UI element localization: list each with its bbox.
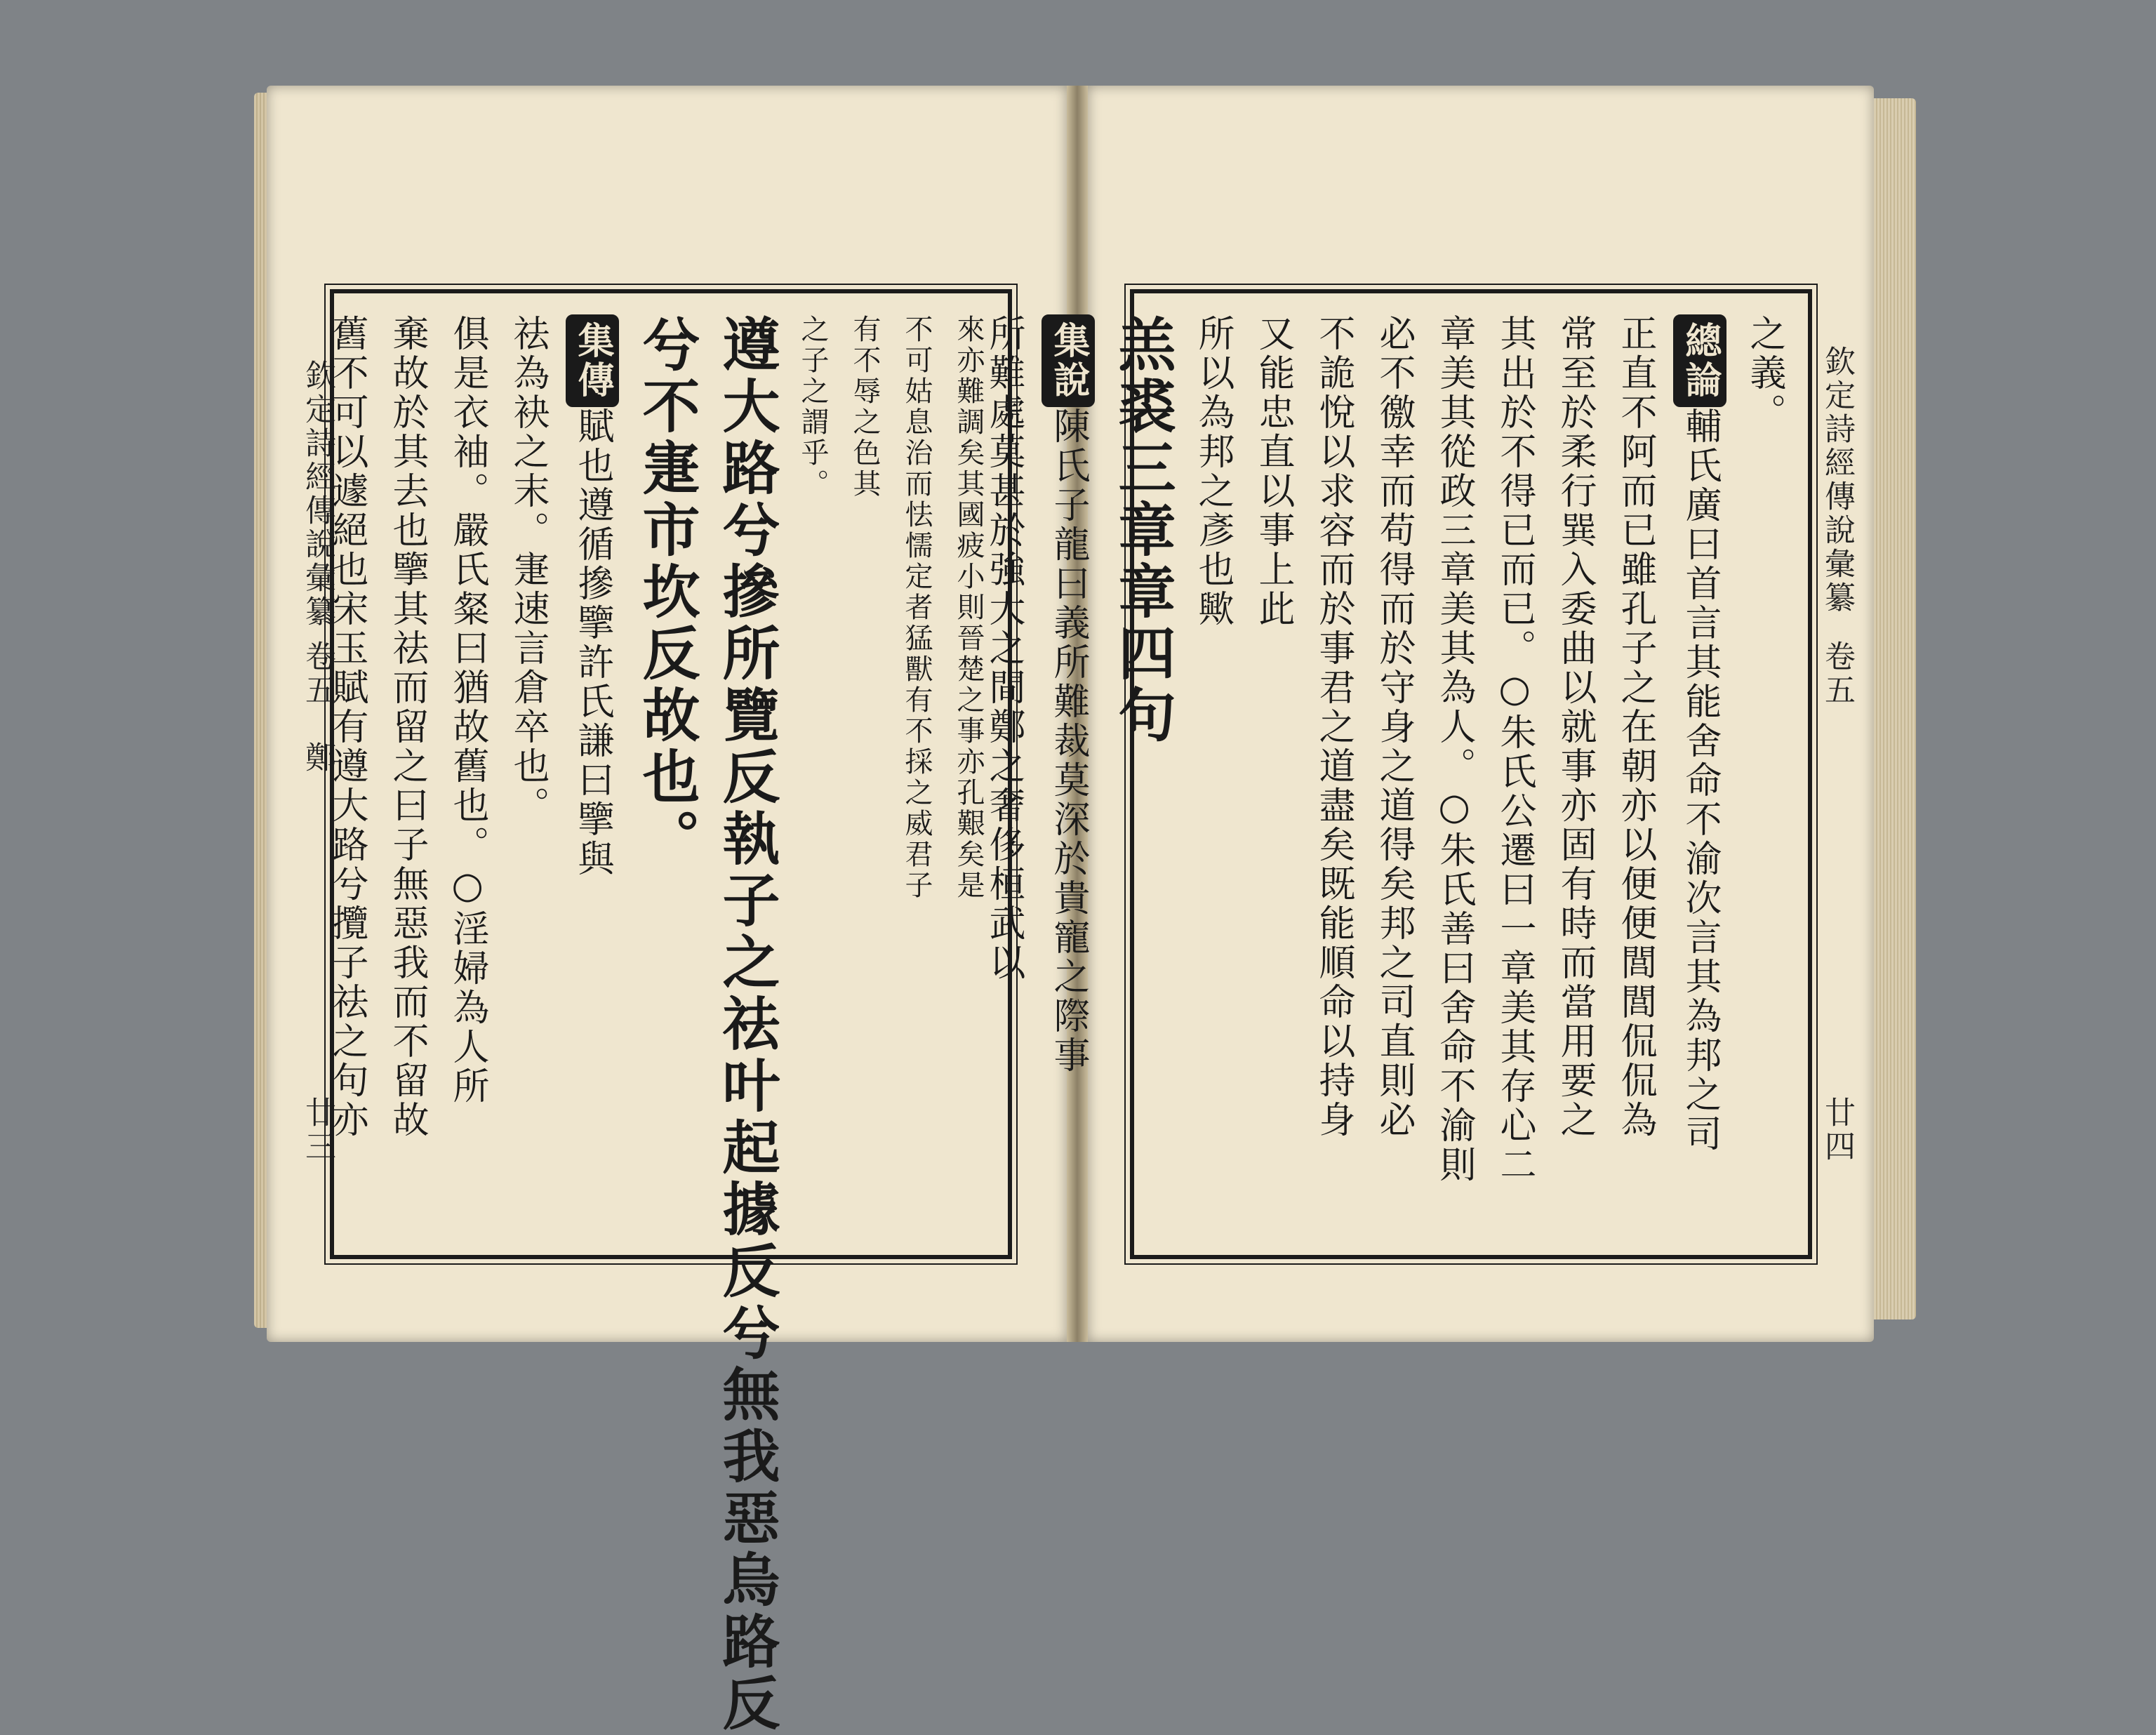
- column-text: 賦也遵循摻擥許氏謙曰擥與: [571, 407, 613, 879]
- left-page-column: [713, 314, 780, 1735]
- left-page-column: [634, 314, 699, 1234]
- right-page: [983, 86, 1874, 1342]
- column-text: 其出於不得已而已。○朱氏公遷曰一章美其存心二: [1493, 314, 1536, 1185]
- column-text: 舊不可以遽絕也宋玉賦有遵大路兮攬子祛之句亦: [326, 314, 368, 1140]
- right-page-column: [1613, 314, 1658, 1234]
- column-text: 祛為袂之末。寁速言倉卒也。: [507, 314, 549, 825]
- section-tag: 集傳: [566, 314, 619, 407]
- left-page-column: [324, 314, 369, 1234]
- right-page-column: [1311, 314, 1356, 1234]
- right-page-column: [1042, 314, 1095, 1234]
- column-text: 遵大路兮摻所覽反執子之祛叶起據反兮無我惡烏路反: [713, 314, 780, 1735]
- section-tag: 總論: [1673, 314, 1726, 407]
- column-text: 必不徼幸而苟得而於守身之道得矣邦之司直則必: [1373, 314, 1415, 1140]
- column-text: 所以為邦之彥也歟: [1192, 314, 1234, 629]
- left-margin-title: 欽定詩經傳說彙纂: [300, 359, 335, 629]
- left-page-column: [794, 314, 831, 1234]
- left-margin-page-number: 廿三: [300, 1096, 335, 1164]
- right-page-column: [1251, 314, 1296, 1234]
- column-text: 又能忠直以事上此: [1252, 314, 1294, 629]
- column-text: 有不辱之色其: [849, 314, 881, 500]
- column-text: 俱是衣袖。嚴氏粲曰猶故舊也。○淫婦為人所: [446, 314, 488, 1106]
- right-page-column: [1110, 314, 1175, 1234]
- right-text-columns: [983, 314, 1787, 1234]
- right-margin-title: 欽定詩經傳說彙纂: [1819, 345, 1855, 615]
- right-margin-juan: 卷五: [1819, 640, 1855, 707]
- right-page-column: [1190, 314, 1235, 1234]
- column-text: 不可姑息治而怯懦定者猛獸有不採之威君子: [900, 314, 933, 901]
- column-text: 棄故於其去也擥其祛而留之曰子無惡我而不留故: [386, 314, 428, 1140]
- left-margin-section: 鄭: [300, 741, 335, 775]
- right-page-column: [1432, 314, 1477, 1234]
- right-margin-page-number: 廿四: [1819, 1096, 1855, 1164]
- left-page: [267, 86, 1067, 1735]
- right-page-column: [1492, 314, 1537, 1234]
- right-page-column: [1673, 314, 1726, 1234]
- right-page-edges: [1874, 98, 1916, 1319]
- column-text: 章美其從政三章美其為人。○朱氏善曰舍命不渝則: [1433, 314, 1475, 1185]
- right-page-column: [1552, 314, 1597, 1234]
- left-text-frame: [326, 289, 1012, 1735]
- section-tag: 集說: [1042, 314, 1095, 407]
- column-text: 所難處莫甚於強大之間鄭之奢侈桓武以: [983, 314, 1025, 983]
- column-text: 之子之謂乎。: [797, 314, 829, 500]
- left-page-column: [898, 314, 935, 1234]
- right-page-column: [1742, 314, 1787, 1234]
- column-text: 輔氏廣曰首言其能舍命不渝次言其為邦之司: [1679, 407, 1721, 1154]
- right-page-column: [981, 314, 1026, 1234]
- column-text: 羔裘三章章四句: [1109, 314, 1176, 747]
- left-page-column: [385, 314, 430, 1234]
- open-book: [267, 79, 1902, 1735]
- column-text: 不詭悅以求容而於事君之道盡矣既能順命以持身: [1312, 314, 1355, 1140]
- column-text: 正直不阿而已雖孔子之在朝亦以便便閭閭侃侃為: [1614, 314, 1656, 1140]
- right-text-frame: [983, 289, 1812, 1259]
- column-text: 之義。: [1743, 314, 1785, 432]
- column-text: 來亦難調矣其國疲小則晉楚之事亦孔艱矣是: [952, 314, 985, 901]
- left-margin-juan-text: 卷五: [300, 640, 335, 707]
- right-page-column: [1371, 314, 1416, 1234]
- left-text-columns: [326, 314, 987, 1735]
- column-text: 陳氏子龍曰義所難裁莫深於貴寵之際事: [1047, 407, 1089, 1075]
- column-text: 常至於柔行巽入委曲以就事亦固有時而當用要之: [1554, 314, 1596, 1140]
- left-page-column: [566, 314, 619, 1234]
- left-page-column: [505, 314, 550, 1234]
- left-page-column: [846, 314, 883, 1234]
- column-text: 兮不寁市坎反故也。: [633, 314, 700, 870]
- left-page-column: [445, 314, 490, 1234]
